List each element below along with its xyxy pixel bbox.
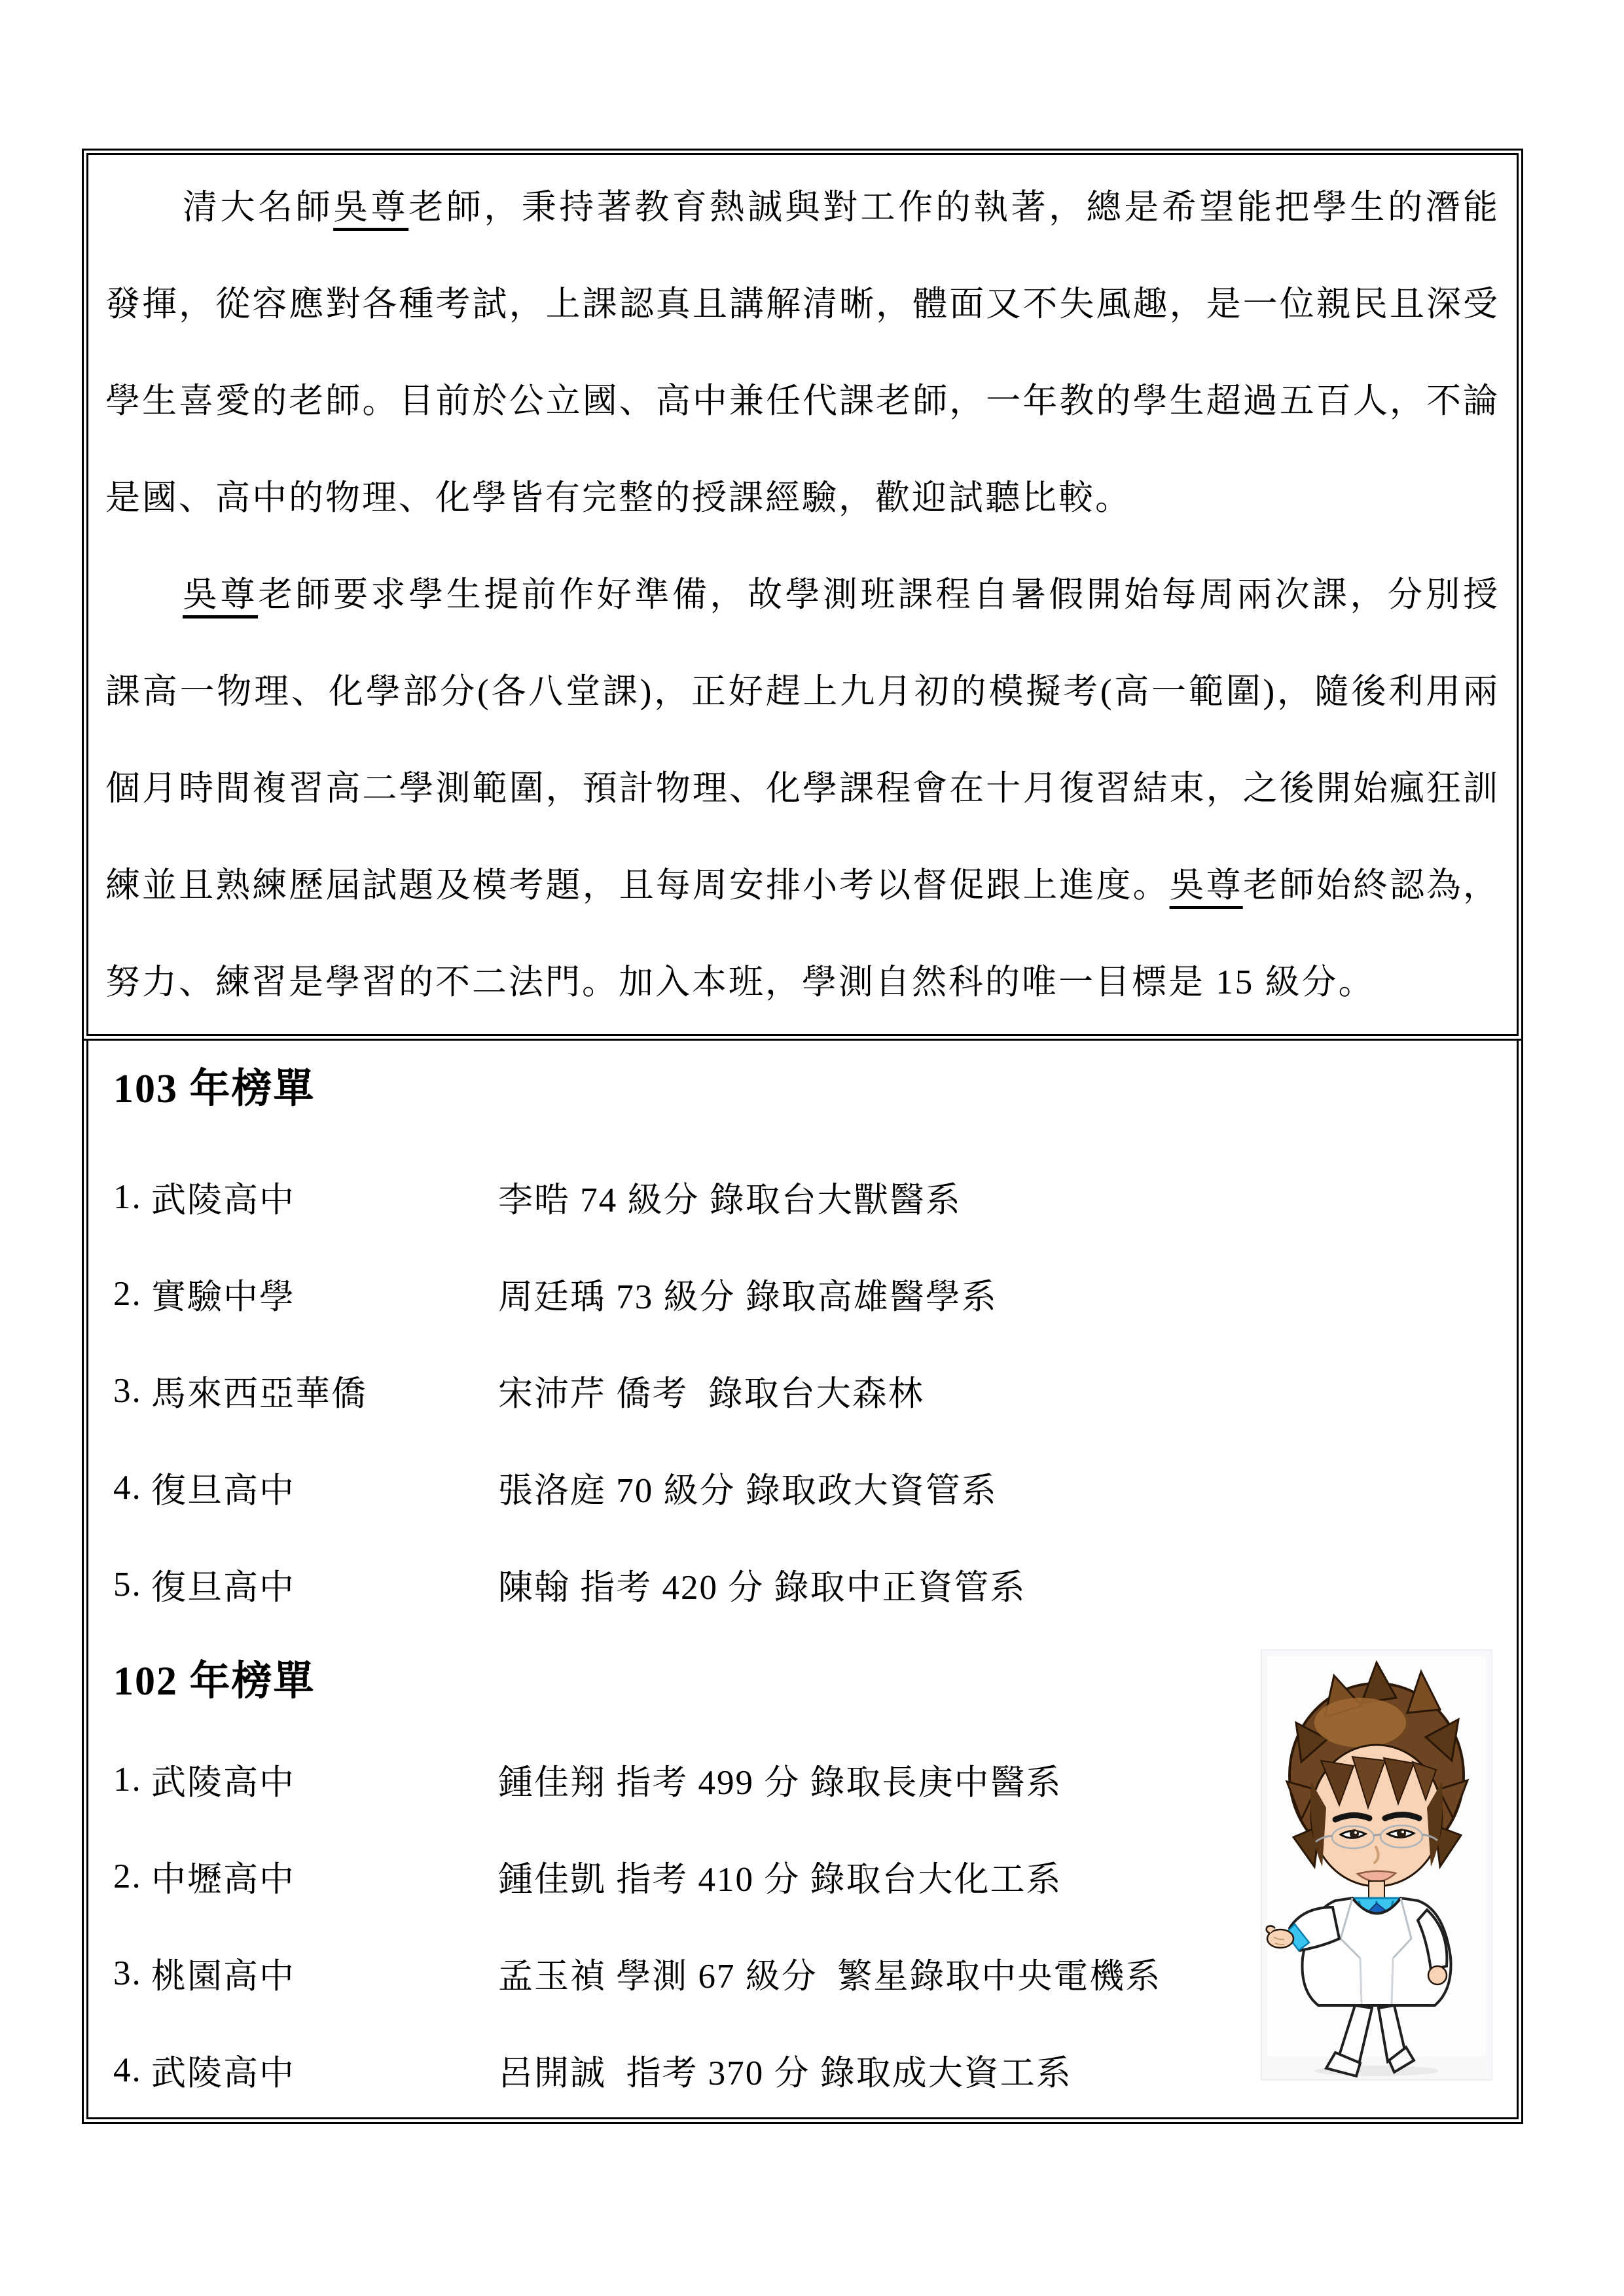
row-result: 宋沛芹 僑考 錄取台大森林 xyxy=(498,1375,924,1413)
row-number: 3. xyxy=(113,1954,142,1992)
row-school: 復旦高中 xyxy=(151,1569,295,1607)
row-school: 武陵高中 xyxy=(151,1181,295,1219)
row-result: 張洛庭 70 級分 錄取政大資管系 xyxy=(498,1472,998,1510)
teacher-caricature-image xyxy=(1262,1651,1491,2079)
row-school: 復旦高中 xyxy=(151,1472,295,1510)
intro-p1-pre: 清大名師 xyxy=(183,188,334,226)
intro-text-box xyxy=(82,149,1523,1041)
roster-row xyxy=(105,1536,1500,1633)
teacher-name-underlined: 吳尊 xyxy=(183,576,259,614)
teacher-name-underlined: 吳尊 xyxy=(333,188,409,226)
roster-row xyxy=(105,1149,1500,1246)
row-number: 4. xyxy=(113,2051,142,2089)
row-number: 4. xyxy=(113,1469,142,1507)
roster-row xyxy=(105,1439,1500,1536)
row-school: 武陵高中 xyxy=(151,1764,295,1802)
row-number: 2. xyxy=(113,1275,142,1313)
roster-103-title: 103 年榜單 xyxy=(113,1067,316,1111)
roster-row xyxy=(105,1246,1500,1342)
roster-102-title: 102 年榜單 xyxy=(113,1659,316,1704)
row-result: 孟玉禎 學測 67 級分 繁星錄取中央電機系 xyxy=(498,1958,1162,1996)
row-school: 桃園高中 xyxy=(151,1958,295,1996)
roster-103-list xyxy=(105,1149,1500,1633)
intro-p1-post: 老師，秉持著教育熱誠與對工作的執著，總是希望能把學生的潛能發揮，從容應對各種考試，上課認真且講解清晰，體面又不失風趣，是一位親民且深受學生喜愛的老師。目前於公立國、高中兼任代課老師，一年教的學生超過五百人，不論是國、高中的物理、化學皆有完整的授課經驗，歡迎試聽比較。 xyxy=(105,188,1500,517)
row-number: 1. xyxy=(113,1178,142,1216)
row-number: 5. xyxy=(113,1566,142,1604)
row-result: 鍾佳凱 指考 410 分 錄取台大化工系 xyxy=(498,1861,1062,1899)
intro-paragraph-2 xyxy=(105,547,1500,1031)
row-result: 呂開誠 指考 370 分 錄取成大資工系 xyxy=(498,2054,1072,2092)
intro-p2-post: 老師始終認為，努力、練習是學習的不二法門。加入本班，學測自然科的唯一目標是 15 級分。 xyxy=(105,867,1500,1001)
row-number: 2. xyxy=(113,1857,142,1895)
row-school: 馬來西亞華僑 xyxy=(151,1375,367,1413)
row-school: 實驗中學 xyxy=(151,1278,295,1316)
row-number: 3. xyxy=(113,1372,142,1410)
row-school: 中壢高中 xyxy=(151,1861,295,1899)
roster-row xyxy=(105,1342,1500,1439)
row-result: 李晧 74 級分 錄取台大獸醫系 xyxy=(498,1181,962,1219)
row-number: 1. xyxy=(113,1761,142,1799)
teacher-caricature-svg xyxy=(1262,1651,1491,2079)
row-result: 鍾佳翔 指考 499 分 錄取長庚中醫系 xyxy=(498,1764,1062,1802)
intro-p2-mid: 老師要求學生提前作好準備，故學測班課程自暑假開始每周兩次課，分別授課高一物理、化學部分(各八堂課)，正好趕上九月初的模擬考(高一範圍)，隨後利用兩個月時間複習高二學測範圍，預計物理、化學課程會在十月復習結束，之後開始瘋狂訓練並且熟練歷屆試題及模考題，且每周安排小考以督促跟上進度。 xyxy=(105,576,1500,905)
teacher-name-underlined: 吳尊 xyxy=(1169,867,1243,905)
row-school: 武陵高中 xyxy=(151,2054,295,2092)
row-result: 陳翰 指考 420 分 錄取中正資管系 xyxy=(498,1569,1026,1607)
intro-paragraph-1 xyxy=(105,159,1500,547)
row-result: 周廷瑀 73 級分 錄取高雄醫學系 xyxy=(498,1278,998,1316)
